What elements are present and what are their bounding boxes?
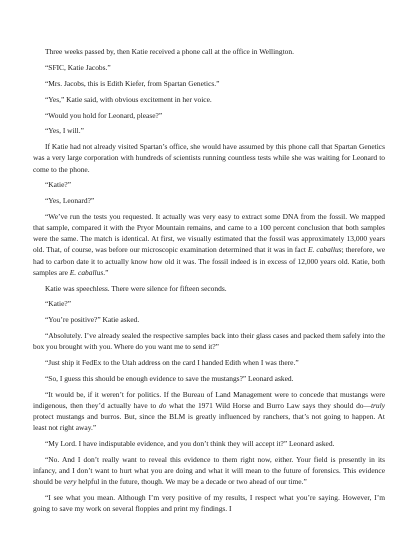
paragraph: “Absolutely. I’ve already sealed the respective samples back into their glass cases and packed them safely into the box you brought with you. Where do you want me to send it?” [33,331,385,352]
paragraph: “So, I guess this should be enough evidence to save the mustangs?” Leonard asked. [45,374,294,384]
paragraph: “Yes,” Katie said, with obvious excitement in her voice. [45,94,212,104]
paragraph: “SFIC, Katie Jacobs.” [45,62,111,72]
paragraph: Three weeks passed by, then Katie received a phone call at the office in Wellington. [45,47,294,56]
paragraph: “Would you hold for Leonard, please?” [45,110,163,120]
paragraph: “Mrs. Jacobs, this is Edith Kiefer, from Spartan Genetics.” [45,78,220,88]
paragraph: “You’re positive?” Katie asked. [45,315,140,325]
paragraph: “Just ship it FedEx to the Utah address on the card I handed Edith when I was there.” [45,358,299,368]
paragraph: “Yes, I will.” [45,126,84,136]
paragraph: “We’ve run the tests you requested. It actually was very easy to extract some DNA from the fossil. We mapped that sample, compared it with the Pryor Mountain remains, and came to a 100 percent conclusion that both samples were the same. The match is identical. At first, we visually estimated that the fossil was approximately 13,000 years old. That, of course, was before our microscopic examination determined that it was in fact E. caballus; therefore, we had to carbon date it to actually know how old it was. The fossil indeed is in excess of 12,000 years old. Katie, both samples are E. caballus.” [33,212,385,277]
paragraph: “My Lord. I have indisputable evidence, and you don’t think they will accept it?” Leonard asked. [45,439,335,449]
paragraph: “I see what you mean. Although I’m very positive of my results, I respect what you’re saying. However, I’m going to save my work on several floppies and print my findings. I [33,493,385,514]
paragraph: “No. And I don’t really want to reveal this evidence to them right now, either. Your field is presently in its infancy, and I don’t want to hurt what you are doing and what it will mean to the future of forensics. This evidence should be very helpful in the future, though. We may be a decade or two ahead of our time.” [33,455,385,487]
paragraph: If Katie had not already visited Spartan’s office, she would have assumed by this phone call that Spartan Genetics was a very large corporation with hundreds of scientists running countless tests while she was waiting for Leonard to come to the phone. [33,142,385,174]
paragraph: “Katie?” [45,180,72,190]
paragraph: “Katie?” [45,299,72,309]
paragraph: “Yes, Leonard?” [45,196,95,206]
paragraph: “It would be, if it weren’t for politics. If the Bureau of Land Management were to concede that mustangs were indigenous, then they’d actually have to do what the 1971 Wild Horse and Burro Law says they should do—truly protect mustangs and burros. But, since the BLM is greatly influenced by ranchers, that’s not going to happen. At least not right away.” [33,390,386,433]
paragraph: Katie was speechless. There were silence for fifteen seconds. [45,283,227,293]
